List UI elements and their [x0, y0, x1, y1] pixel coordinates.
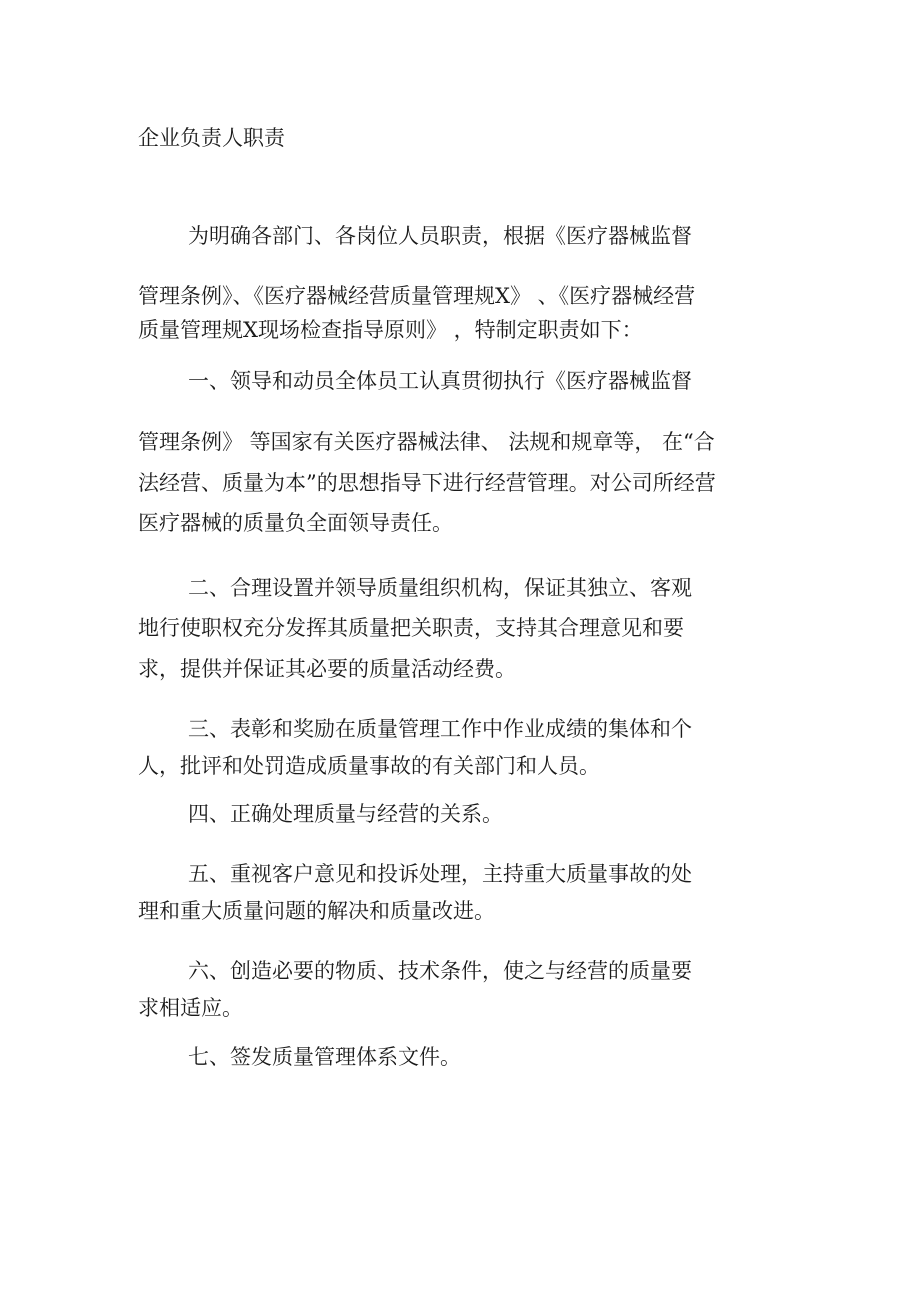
paragraph-line: 五、重视客户意见和投诉处理，主持重大质量事故的处: [188, 862, 692, 886]
paragraph-line: 求，提供并保证其必要的质量活动经费。: [138, 657, 516, 681]
paragraph-line: 四、正确处理质量与经营的关系。: [188, 802, 503, 826]
paragraph-line: 地行使职权充分发挥其质量把关职责，支持其合理意见和要: [138, 616, 684, 640]
document-title: 企业负责人职责: [138, 126, 285, 150]
paragraph-line: 一、领导和动员全体员工认真贯彻执行《医疗器械监督: [188, 369, 692, 393]
paragraph-line: 医疗器械的质量负全面领导责任。: [138, 511, 453, 535]
paragraph-line: 人，批评和处罚造成质量事故的有关部门和人员。: [138, 754, 600, 778]
paragraph-line: 理和重大质量问题的解决和质量改进。: [138, 899, 495, 923]
paragraph-line: 求相适应。: [138, 996, 243, 1020]
paragraph-line: 为明确各部门、各岗位人员职责，根据《医疗器械监督: [188, 224, 692, 248]
paragraph-line: 七、签发质量管理体系文件。: [188, 1045, 461, 1069]
paragraph-line: 二、合理设置并领导质量组织机构，保证其独立、客观: [188, 576, 692, 600]
paragraph-line: 三、表彰和奖励在质量管理工作中作业成绩的集体和个: [188, 717, 692, 741]
paragraph-line: 质量管理规X现场检查指导原则》 ，特制定职责如下：: [138, 318, 643, 342]
paragraph-line: 管理条例》 等国家有关医疗器械法律、 法规和规章等， 在“合: [138, 430, 715, 454]
paragraph-line: 管理条例》、《医疗器械经营质量管理规X》 、《医疗器械经营: [138, 284, 696, 308]
paragraph-line: 六、创造必要的物质、技术条件，使之与经营的质量要: [188, 959, 692, 983]
paragraph-line: 法经营、质量为本”的思想指导下进行经营管理。对公司所经营: [138, 471, 716, 495]
